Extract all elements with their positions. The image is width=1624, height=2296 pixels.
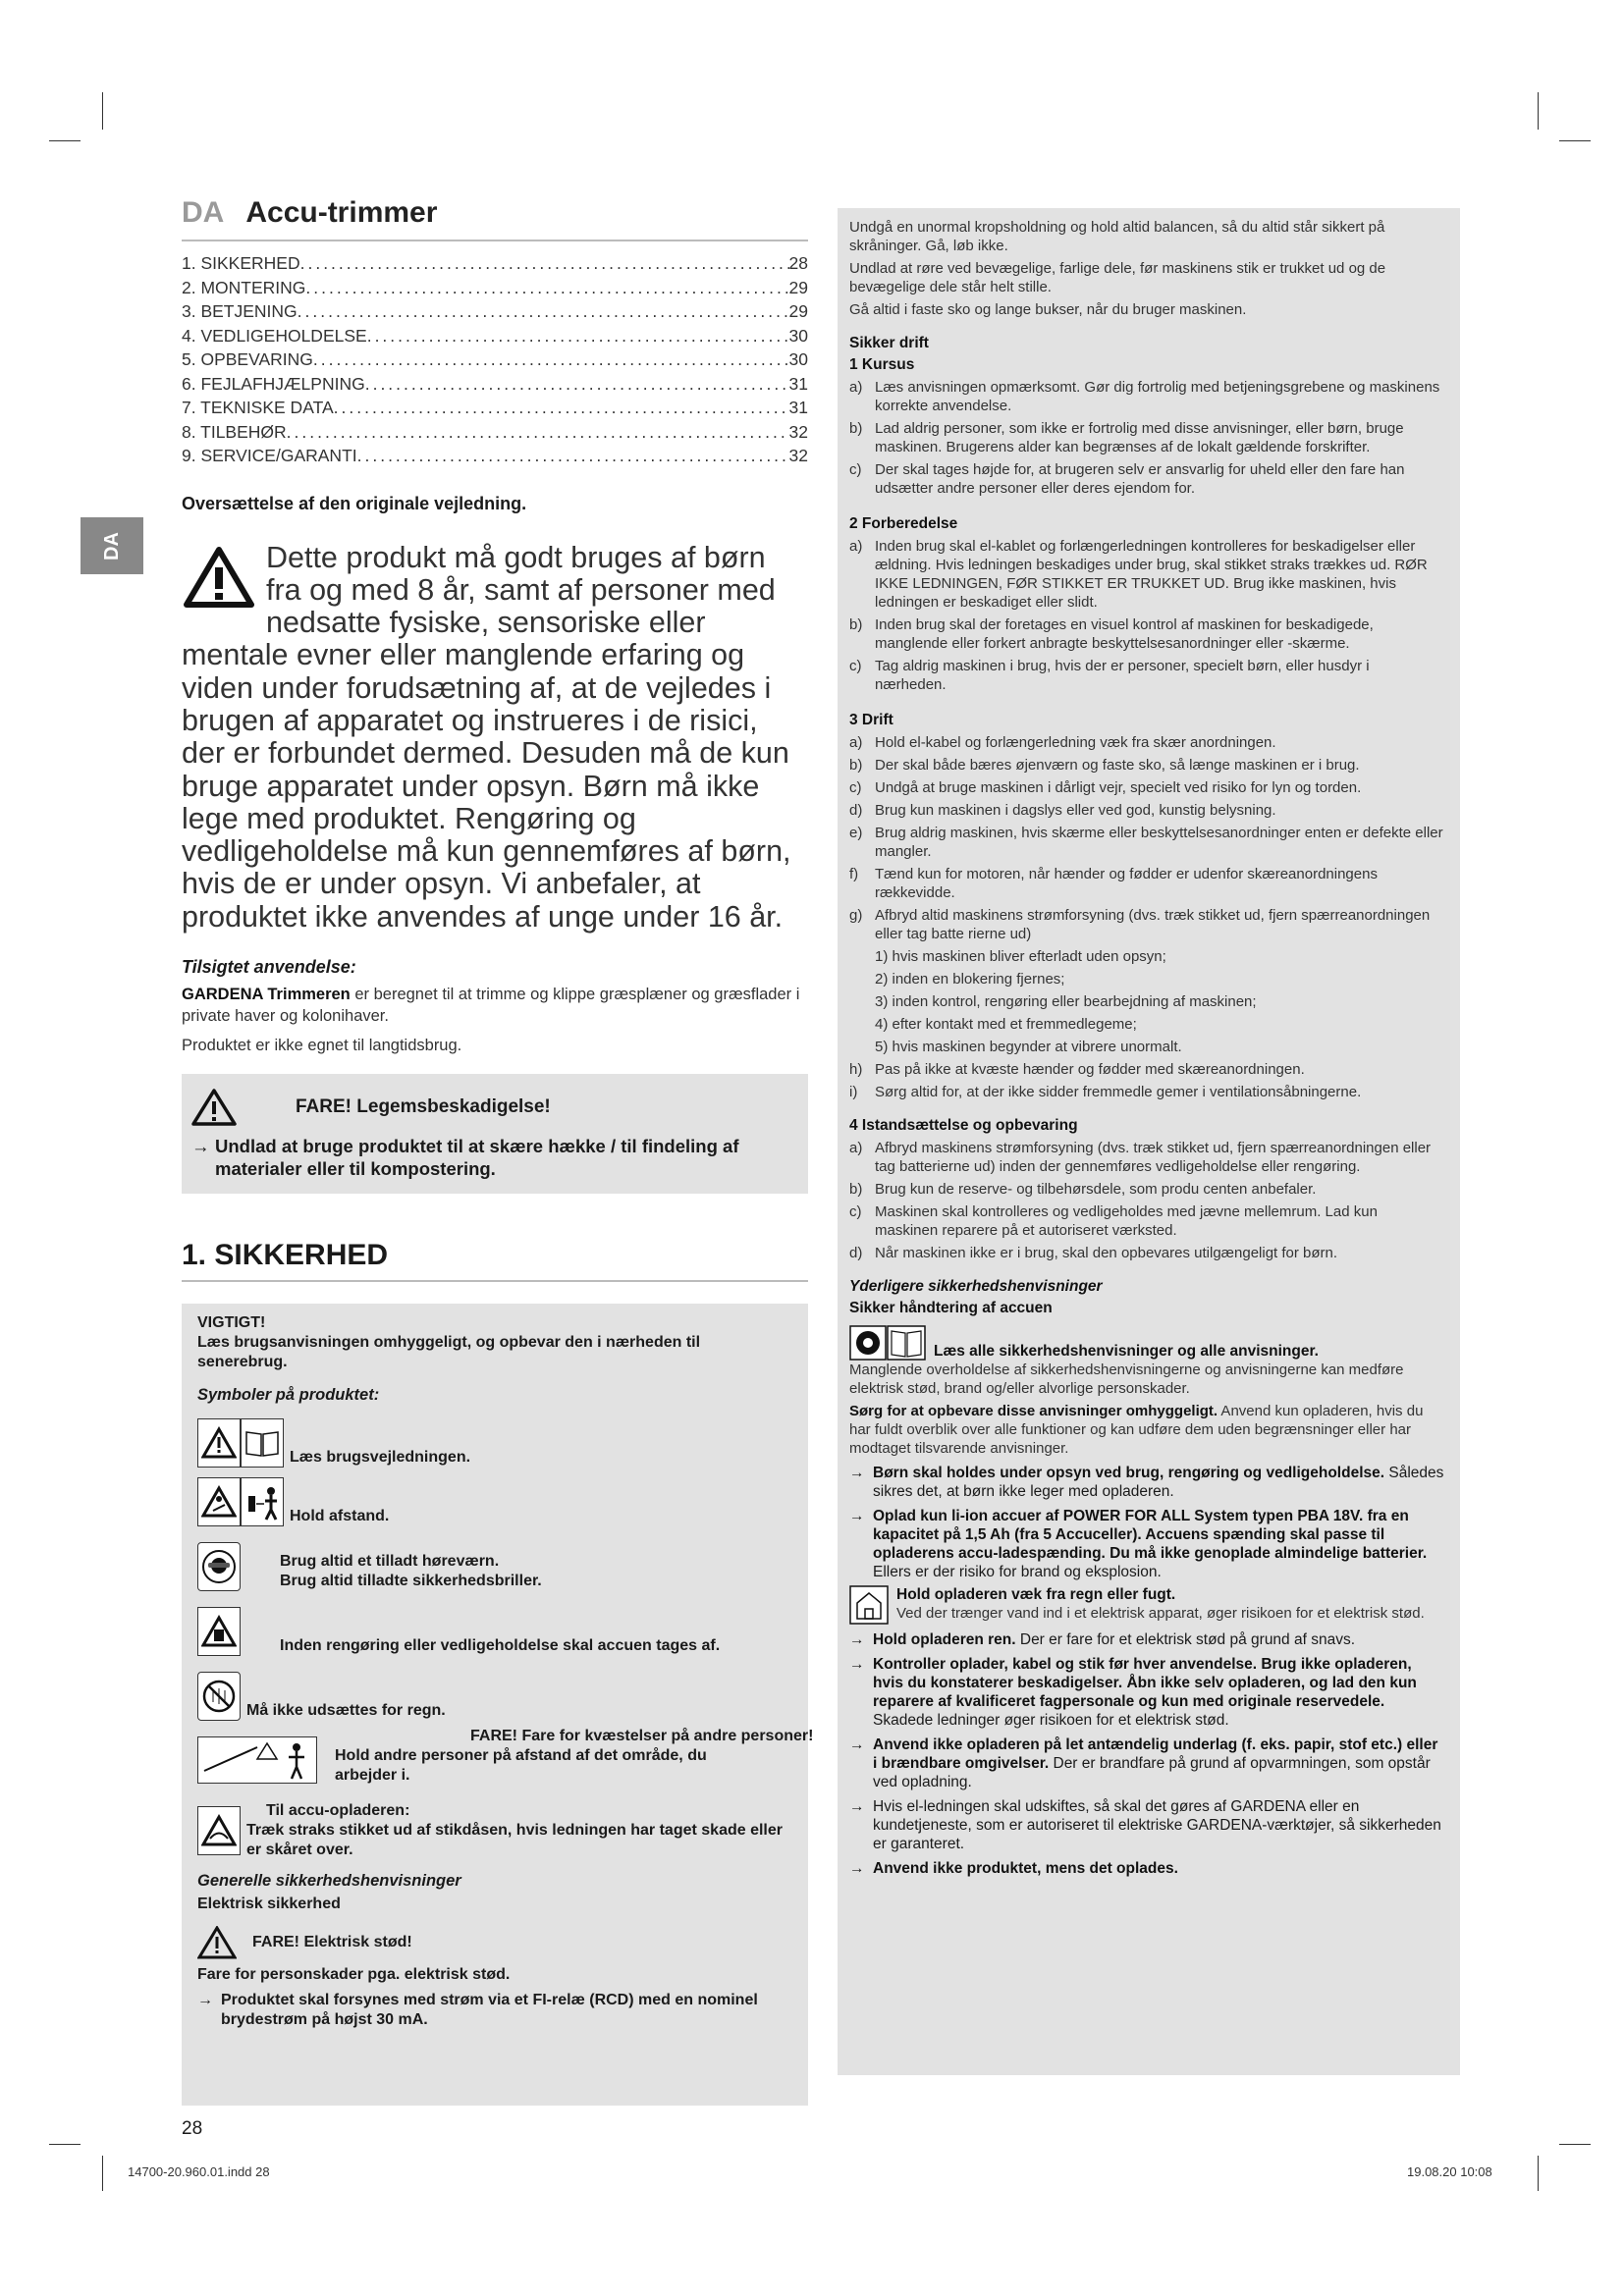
list-marker: h) <box>849 1061 863 1078</box>
crop-mark <box>49 140 81 141</box>
crop-mark <box>1559 2144 1591 2145</box>
arrow-icon: → <box>849 1656 865 1673</box>
list-item <box>849 1202 1444 1240</box>
list-marker: a) <box>849 538 863 555</box>
list-text: Lad aldrig personer, som ikke er fortrolig med disse anvisninger, eller børn, bruge maskinen. Brugerens alder kan begrænses af de lokalt gældende forskrifter. <box>875 420 1404 455</box>
toc-label: 9. SERVICE/GARANTI <box>182 446 357 465</box>
list-text: Der skal tages højde for, at brugeren selv er ansvarlig for uheld eller den fare han udsætter andre personer eller deres ejendom for. <box>875 461 1405 497</box>
list-operation <box>849 733 1444 943</box>
read-manual-icon <box>849 1325 926 1361</box>
symbol-keep-distance: Hold afstand. <box>290 1508 390 1525</box>
safe-operation-heading: Sikker drift <box>849 335 929 351</box>
list-text: Hold el-kabel og forlængerledning væk fra skær anordningen. <box>875 734 1276 751</box>
arrow-icon: → <box>191 1136 210 1157</box>
toc-page-number: 32 <box>788 421 808 442</box>
symbol-no-rain: Må ikke udsættes for regn. <box>246 1702 446 1720</box>
list-item <box>849 733 1444 752</box>
list-item <box>849 756 1444 774</box>
warning-icon <box>197 1926 237 1959</box>
arrow-item <box>849 1735 1444 1791</box>
arrow-text <box>873 1630 1444 1649</box>
list-item <box>849 657 1444 694</box>
section-title: 1. SIKKERHED <box>182 1239 808 1282</box>
electric-danger-heading: FARE! Elektrisk stød! <box>252 1934 412 1951</box>
warning-icon <box>191 1088 237 1127</box>
toc-leader <box>298 299 789 324</box>
arrow-normal: Ellers er der risiko for brand og eksplosion. <box>873 1564 1162 1580</box>
toc-page-number: 29 <box>788 301 808 321</box>
charger-arrow-list <box>849 1630 1444 1878</box>
list-text: Brug kun maskinen i dagslys eller ved god, kunstig belysning. <box>875 802 1276 819</box>
right-column <box>838 208 1460 2075</box>
list-text: Brug kun de reserve- og tilbehørsdele, som produ centen anbefaler. <box>875 1181 1317 1198</box>
warning-icon <box>184 546 254 609</box>
toc-label: 4. VEDLIGEHOLDELSE <box>182 325 367 346</box>
child-warning <box>182 542 808 934</box>
crop-mark <box>1538 92 1539 130</box>
sub-list-item: 2) inden en blokering fjernes; <box>875 971 1065 988</box>
list-text: Brug aldrig maskinen, hvis skærme eller beskyttelsesanordninger enten er defekte eller mangler. <box>875 825 1443 860</box>
list-item <box>849 1083 1444 1101</box>
rain-text: Ved der trænger vand ind i et elektrisk apparat, øger risikoen for et elektrisk stød. <box>896 1605 1425 1622</box>
arrow-item <box>849 1630 1444 1649</box>
footer-date: 19.08.20 10:08 <box>1407 2164 1492 2179</box>
toc-leader <box>300 251 789 276</box>
toc-leader <box>357 444 789 468</box>
list-training <box>849 378 1444 498</box>
list-item <box>849 865 1444 902</box>
toc-leader <box>305 276 788 300</box>
danger-bystanders-text: Hold andre personer på afstand af det område, du arbejder i. <box>335 1747 707 1785</box>
list-item <box>849 378 1444 415</box>
list-text: Der skal både bæres øjenværn og faste sko, så længe maskinen er i brug. <box>875 757 1360 774</box>
warning-icon <box>197 1418 241 1468</box>
crop-mark <box>1538 2156 1539 2191</box>
arrow-icon: → <box>849 1736 865 1753</box>
important-heading: VIGTIGT! <box>197 1314 266 1332</box>
list-item <box>849 778 1444 797</box>
list-item <box>849 1180 1444 1199</box>
footer-file: 14700-20.960.01.indd 28 <box>128 2164 270 2179</box>
flying-objects-icon <box>197 1477 241 1526</box>
rain-heading: Hold opladeren væk fra regn eller fugt. <box>896 1586 1176 1603</box>
subsection-title: 4 Istandsættelse og opbevaring <box>849 1117 1078 1134</box>
list-marker: c) <box>849 779 862 796</box>
charger-heading: Til accu-opladeren: <box>266 1802 410 1820</box>
arrow-bold: Kontroller oplader, kabel og stik før hver anvendelse. Brug ikke opladeren, hvis du konstaterer beskadigelser. Åbn ikke selv opladeren, og lad den kun reparere af kvalificeret fagpersonale og kun med originale reservedele. <box>873 1656 1417 1710</box>
translation-note: Oversættelse af den originale vejledning. <box>182 493 527 513</box>
no-rain-icon <box>197 1672 241 1721</box>
list-item <box>849 615 1444 653</box>
arrow-icon: → <box>849 1508 865 1524</box>
danger-heading: FARE! Legemsbeskadigelse! <box>296 1096 551 1118</box>
language-tab: DA <box>81 517 143 574</box>
toc-entry <box>182 444 808 468</box>
battery-heading: Sikker håndtering af accuen <box>849 1300 1053 1316</box>
toc-leader <box>334 396 789 420</box>
sub-list-item: 5) hvis maskinen begynder at vibrere unormalt. <box>875 1039 1182 1055</box>
general-heading: Generelle sikkerhedshenvisninger <box>197 1872 461 1891</box>
keep-instructions: Sørg for at opbevare disse anvisninger omhyggeligt. Anvend kun opladeren, hvis du har fuldt overblik over alle funktioner og kan udføre dem uden begrænsninger eller har modtaget tilsvarende anvisninger. <box>849 1403 1424 1457</box>
list-text: Inden brug skal el-kablet og forlængerledningen kontrolleres for beskadigelser eller ældning. Hvis ledningen beskadiges under brug, skal stikket straks trækkes ud. RØR IKKE LEDNINGEN, FØR STIKKET ER TRUKKET UD. Brug ikke maskinen, hvis ledningen er beskadiget eller slidt. <box>875 538 1428 611</box>
electric-danger-text: Fare for personskader pga. elektrisk stød. <box>197 1966 511 1984</box>
arrow-bold: Anvend ikke opladeren på let antændelig underlag (f. eks. papir, stof etc.) eller i brændbare omgivelser. <box>873 1736 1438 1772</box>
left-column <box>182 196 814 2106</box>
list-marker: c) <box>849 658 862 674</box>
sub-list-item: 3) inden kontrol, rengøring eller bearbejdning af maskinen; <box>875 993 1257 1010</box>
arrow-item <box>849 1464 1444 1501</box>
arrow-item <box>849 1797 1444 1853</box>
list-text: Inden brug skal der foretages en visuel kontrol af maskinen for beskadigede, manglende eller forkert anbragte beskyttelsesanordninger eller -skærme. <box>875 616 1374 652</box>
extra-safety-heading: Yderligere sikkerhedshenvisninger <box>849 1278 1103 1295</box>
subsection-title: 2 Forberedelse <box>849 515 958 532</box>
toc-label: 3. BETJENING <box>182 301 298 321</box>
list-text: Afbryd altid maskinens strømforsyning (dvs. træk stikket ud, fjern spærreanordningen eller tag batte rierne ud) <box>875 907 1431 942</box>
list-marker: b) <box>849 420 863 437</box>
list-item <box>849 1139 1444 1176</box>
page-number: 28 <box>182 2118 203 2139</box>
danger-text: Undlad at bruge produktet til at skære hække / til findeling af materialer eller til kompostering. <box>215 1136 739 1180</box>
arrow-icon: → <box>849 1631 865 1648</box>
list-text: Tag aldrig maskinen i brug, hvis der er personer, specielt børn, eller husdyr i nærheden. <box>875 658 1370 693</box>
arrow-normal: Således sikres det, at børn ikke leger med opladeren. <box>873 1465 1444 1500</box>
arrow-bold: Oplad kun li-ion accuer af POWER FOR ALL System typen PBA 18V. fra en kapacitet på 1,5 Ah (fra 5 Accuceller). Accuens spænding skal passe til opladerens accu-ladespænding. Du må ikke genoplade almindelige batterier. <box>873 1508 1428 1562</box>
list-marker: i) <box>849 1084 858 1100</box>
arrow-bold: Børn skal holdes under opsyn ved brug, rengøring og vedligeholdelse. <box>873 1465 1385 1481</box>
list-marker: a) <box>849 379 863 396</box>
toc-entry <box>182 420 808 445</box>
list-item <box>849 906 1444 943</box>
arrow-bold: Anvend ikke produktet, mens det oplades. <box>873 1860 1178 1877</box>
charger-text: Træk straks stikket ud af stikdåsen, hvis ledningen har taget skade eller er skåret over. <box>246 1822 783 1859</box>
arrow-normal: Hvis el-ledningen skal udskiftes, så skal det gøres af GARDENA eller en kundetjeneste, som er autoriseret til elektriske GARDENA-værktøjer, så sikkerheden er garanteret. <box>873 1798 1441 1852</box>
toc-page-number: 31 <box>788 398 808 417</box>
arrow-item <box>849 1859 1444 1878</box>
list-preparation <box>849 537 1444 694</box>
list-text: Undgå at bruge maskinen i dårligt vejr, specielt ved risiko for lyn og torden. <box>875 779 1362 796</box>
toc-leader <box>287 420 789 445</box>
toc-entry <box>182 347 808 372</box>
list-text: Afbryd maskinens strømforsyning (dvs. træk stikket ud, fjern spærreanordningen eller tag batterierne ud) inden der gennemføres vedligeholdelse eller rengøring. <box>875 1140 1432 1175</box>
battery-arrow-list <box>849 1464 1444 1581</box>
crop-mark <box>102 92 103 130</box>
intended-use-heading: Tilsigtet anvendelse: <box>182 957 356 978</box>
toc-page-number: 28 <box>788 253 808 273</box>
ear-eye-protection-icon <box>197 1542 241 1591</box>
arrow-text <box>873 1507 1444 1581</box>
toc-page-number: 30 <box>788 325 808 346</box>
crop-mark <box>1559 140 1591 141</box>
intended-use-text: GARDENA Trimmeren er beregnet til at trimme og klippe græsplæner og græsflader i private haver og kolonihaver. <box>182 986 800 1026</box>
read-all-heading: Læs alle sikkerhedshenvisninger og alle anvisninger. <box>934 1343 1319 1360</box>
list-text: Sørg altid for, at der ikke sidder fremmedle gemer i ventilationsåbningerne. <box>875 1084 1362 1100</box>
toc-label: 1. SIKKERHED <box>182 253 300 273</box>
toc-label: 8. TILBEHØR <box>182 421 287 442</box>
list-item <box>849 1244 1444 1262</box>
list-item <box>849 824 1444 861</box>
list-marker: f) <box>849 866 859 882</box>
toc-label: 7. TEKNISKE DATA <box>182 398 334 417</box>
list-text: Læs anvisningen opmærksomt. Gør dig fortrolig med betjeningsgrebene og maskinens korrekte anvendelse. <box>875 379 1440 414</box>
page-title: Accu-trimmer <box>245 196 438 229</box>
table-of-contents <box>182 251 808 468</box>
sub-list-item: 4) efter kontakt med et fremmedlegeme; <box>875 1016 1137 1033</box>
rcd-requirement: Produktet skal forsynes med strøm via et FI-relæ (RCD) med en nominel brydestrøm på højst 30 mA. <box>221 1992 758 2029</box>
subsection-title: 1 Kursus <box>849 356 915 373</box>
arrow-icon: → <box>849 1798 865 1815</box>
toc-page-number: 30 <box>788 349 808 369</box>
damaged-cable-icon <box>197 1806 241 1855</box>
arrow-text <box>873 1655 1444 1730</box>
keep-distance-icon <box>241 1477 284 1526</box>
language-code: DA <box>182 196 225 229</box>
danger-bystanders-heading: FARE! Fare for kvæstelser på andre personer! <box>470 1728 814 1745</box>
intended-use-note: Produktet er ikke egnet til langtidsbrug. <box>182 1037 462 1055</box>
subsection-title: 3 Drift <box>849 712 893 728</box>
toc-entry <box>182 372 808 397</box>
toc-page-number: 31 <box>788 373 808 394</box>
list-marker: d) <box>849 802 863 819</box>
list-operation-sub <box>849 947 1444 1056</box>
arrow-text <box>873 1797 1444 1853</box>
toc-leader <box>365 372 789 397</box>
toc-entry <box>182 324 808 348</box>
toc-label: 6. FEJLAFHJÆLPNING <box>182 373 365 394</box>
arrow-item <box>849 1655 1444 1730</box>
toc-page-number: 32 <box>788 446 808 465</box>
toc-leader <box>367 324 789 348</box>
toc-entry <box>182 276 808 300</box>
paragraph: Gå altid i faste sko og lange bukser, når du bruger maskinen. <box>849 301 1247 318</box>
list-marker: b) <box>849 616 863 633</box>
list-item <box>849 537 1444 612</box>
toc-leader <box>313 347 789 372</box>
paragraph: Undgå en unormal kropsholdning og hold altid balancen, så du altid står sikkert på skråninger. Gå, løb ikke. <box>849 219 1385 254</box>
list-marker: a) <box>849 734 863 751</box>
arrow-normal: Der er fare for et elektrisk stød på grund af snavs. <box>1015 1631 1356 1648</box>
list-marker: b) <box>849 1181 863 1198</box>
symbol-read-manual: Læs brugsvejledningen. <box>290 1449 471 1467</box>
list-marker: c) <box>849 1203 862 1220</box>
child-warning-text: Dette produkt må godt bruges af børn fra og med 8 år, samt af personer med nedsatte fysiske, sensoriske eller mentale evner eller manglende erfaring og viden under forudsætning af, at de vejledes i brugen af apparatet og instrueres i de risici, der er forbundet dermed. Desuden må de kun bruge apparatet under opsyn. Børn må ikke lege med produktet. Rengøring og vedligeholdelse må kun gennemføres af børn, hvis de er under opsyn. Vi anbefaler, at produktet ikke anvendes af unge under 16 år. <box>182 540 791 934</box>
list-item <box>849 419 1444 456</box>
paragraph: Undlad at røre ved bevægelige, farlige dele, før maskinens stik er trukket ud og de bevægelige dele står helt stille. <box>849 260 1386 295</box>
arrow-icon: → <box>197 1992 213 2009</box>
arrow-icon: → <box>849 1465 865 1481</box>
list-item <box>849 460 1444 498</box>
manual-book-icon <box>241 1418 284 1468</box>
safety-box <box>182 1304 814 2106</box>
list-maintenance <box>849 1139 1444 1262</box>
list-text: Pas på ikke at kvæste hænder og fødder med skæreanordningen. <box>875 1061 1305 1078</box>
danger-box <box>182 1074 808 1194</box>
crop-mark <box>102 2156 103 2191</box>
remove-battery-icon <box>197 1607 241 1656</box>
list-marker: g) <box>849 907 863 924</box>
list-marker: c) <box>849 461 862 478</box>
list-text: Maskinen skal kontrolleres og vedligeholdes med jævne mellemrum. Lad kun maskinen reparere på et autoriseret værksted. <box>875 1203 1378 1239</box>
toc-label: 5. OPBEVARING <box>182 349 313 369</box>
list-item <box>849 1060 1444 1079</box>
symbol-remove-battery: Inden rengøring eller vedligeholdelse skal accuen tages af. <box>280 1637 721 1655</box>
crop-mark <box>49 2144 81 2145</box>
arrow-bold: Hold opladeren ren. <box>873 1631 1016 1648</box>
bystanders-icon <box>197 1736 317 1784</box>
toc-page-number: 29 <box>788 277 808 297</box>
arrow-text <box>873 1859 1444 1878</box>
toc-entry <box>182 299 808 324</box>
toc-entry <box>182 396 808 420</box>
arrow-text <box>873 1735 1444 1791</box>
arrow-normal: Skadede ledninger øger risikoen for et elektrisk stød. <box>873 1712 1229 1729</box>
list-text: Tænd kun for motoren, når hænder og fødder er udenfor skæreanordningens rækkevidde. <box>875 866 1378 901</box>
list-marker: b) <box>849 757 863 774</box>
list-operation-cont <box>849 1060 1444 1101</box>
list-marker: e) <box>849 825 863 841</box>
symbol-protection: Brug altid et tilladt høreværn. Brug altid tilladte sikkerhedsbriller. <box>280 1553 542 1590</box>
symbols-heading: Symboler på produktet: <box>197 1386 380 1405</box>
arrow-normal: Der er brandfare på grund af opvarmningen, som opstår ved opladning. <box>873 1755 1431 1790</box>
electric-heading: Elektrisk sikkerhed <box>197 1896 341 1913</box>
sub-list-item: 1) hvis maskinen bliver efterladt uden opsyn; <box>875 948 1166 965</box>
read-all-text: Manglende overholdelse af sikkerhedshenvisningerne og anvisningerne kan medføre elektrisk stød, brand og/eller alvorlige personskader. <box>849 1362 1404 1397</box>
toc-entry <box>182 251 808 276</box>
page-header <box>182 196 808 241</box>
keep-dry-icon <box>849 1585 889 1625</box>
list-item <box>849 801 1444 820</box>
list-marker: d) <box>849 1245 863 1261</box>
arrow-text <box>873 1464 1444 1501</box>
list-text: Når maskinen ikke er i brug, skal den opbevares utilgængeligt for børn. <box>875 1245 1338 1261</box>
toc-label: 2. MONTERING <box>182 277 306 297</box>
list-marker: a) <box>849 1140 863 1156</box>
arrow-icon: → <box>849 1860 865 1877</box>
important-text: Læs brugsanvisningen omhyggeligt, og opbevar den i nærheden til senerebrug. <box>197 1334 701 1371</box>
arrow-item <box>849 1507 1444 1581</box>
